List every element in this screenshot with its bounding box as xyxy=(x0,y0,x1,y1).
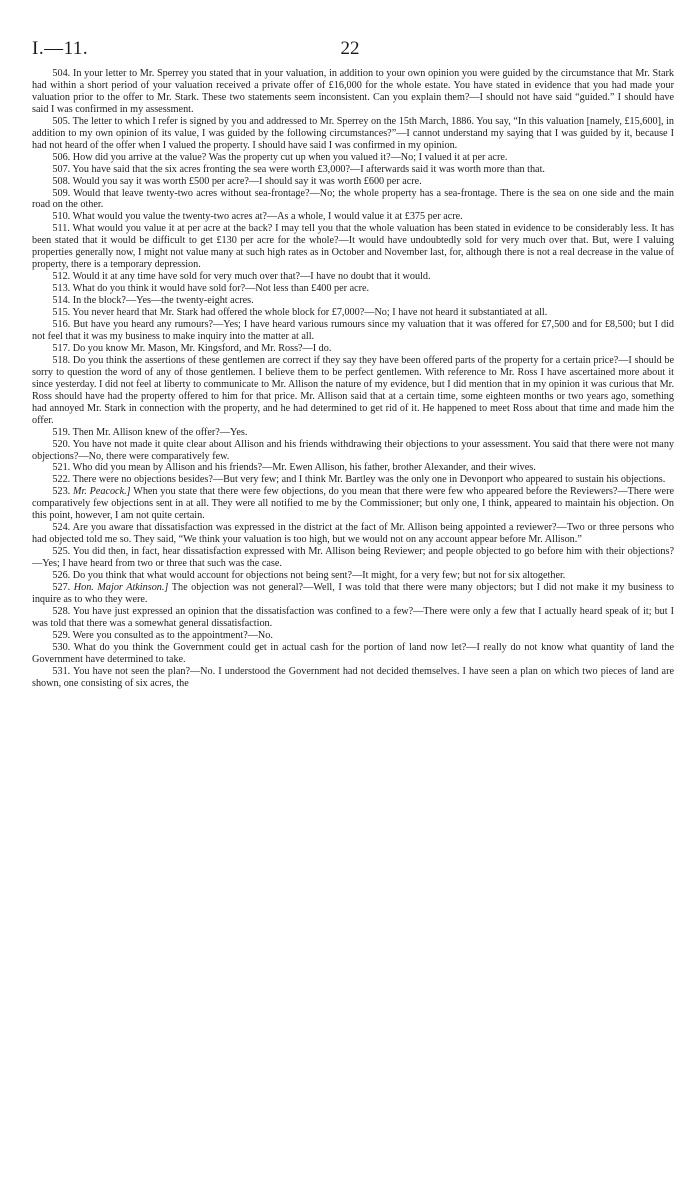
question-text: The objection was not general?—Well, I was told that there were many objectors; but I did not make it my business to inquire as to who they were. xyxy=(32,581,675,605)
question-number: 518. xyxy=(52,354,71,366)
question-text: You have not made it quite clear about Allison and his friends withdrawing their objections to your assessment. You said that there were not many objections?—No, there were comparatively few. xyxy=(32,438,675,462)
question-number: 516. xyxy=(52,319,71,331)
question-paragraph xyxy=(32,116,674,152)
question-text: You have just expressed an opinion that the dissatisfaction was confined to a few?—There were only a few that I actually heard speak of it; but I was told that there was a somewhat general dissatisfaction. xyxy=(32,605,675,629)
question-number: 505. xyxy=(52,115,71,127)
question-paragraph xyxy=(32,427,674,439)
question-number: 517. xyxy=(52,342,71,354)
page-header xyxy=(32,38,668,64)
question-paragraph xyxy=(32,68,674,116)
question-text: Were you consulted as to the appointment?—No. xyxy=(72,629,273,641)
question-paragraph xyxy=(32,522,674,546)
question-paragraph xyxy=(32,486,674,522)
question-paragraph xyxy=(32,343,674,355)
page-number: 22 xyxy=(340,38,360,59)
question-text: Do you think that what would account for objections not being sent?—It might, for a very few; but not for six altogether. xyxy=(72,570,566,582)
question-text: Then Mr. Allison knew of the offer?—Yes. xyxy=(72,426,248,438)
question-number: 524. xyxy=(52,522,71,534)
question-paragraph xyxy=(32,570,674,582)
question-paragraph xyxy=(32,642,674,666)
question-number: 530. xyxy=(52,641,71,653)
question-number: 521. xyxy=(52,462,71,474)
question-text: Would that leave twenty-two acres without sea-frontage?—No; the whole property has a sea-frontage. There is the sea on one side and the main road on the other. xyxy=(32,187,675,211)
question-number: 531. xyxy=(52,665,71,677)
question-paragraph xyxy=(32,152,674,164)
question-number: 522. xyxy=(52,474,71,486)
question-text: What would you value the twenty-two acres at?—As a whole, I would value it at £375 per acre. xyxy=(72,211,463,223)
question-number: 526. xyxy=(52,570,71,582)
question-text: Do you think the assertions of these gentlemen are correct if they say they have been offered parts of the property for a certain price?—I should be sorry to question the word of any of those gentlemen. I believe them to be perfect gentlemen. With reference to Mr. Ross I have ascertained more about it since yesterday. I did not feel at liberty to communicate to Mr. Allison the nature of my evidence, but I did mention that in my opinion it was curious that Mr. Ross should have had the property offered to him for that price. Mr. Allison said that at a certain time, some eighteen months or two years ago, something had annoyed Mr. Stark in connection with the property, and he had determined to get rid of it. He happened to meet Ross about that time and made him the offer. xyxy=(32,354,674,426)
question-paragraph xyxy=(32,666,674,690)
question-paragraph xyxy=(32,439,674,463)
question-text: Would you say it was worth £500 per acre?—I should say it was worth £600 per acre. xyxy=(72,175,422,187)
question-paragraph xyxy=(32,319,674,343)
question-number: 506. xyxy=(52,151,71,163)
question-number: 520. xyxy=(52,438,71,450)
question-number: 515. xyxy=(52,307,71,319)
question-text: How did you arrive at the value? Was the property cut up when you valued it?—No; I valued it at per acre. xyxy=(72,151,508,163)
question-text: There were no objections besides?—But very few; and I think Mr. Bartley was the only one in Devonport who appeared to sustain his objections. xyxy=(72,474,666,486)
question-number: 523. xyxy=(52,486,71,498)
question-paragraph xyxy=(32,546,674,570)
speaker-label: Hon. Major Atkinson.] xyxy=(73,581,169,593)
question-number: 528. xyxy=(52,605,71,617)
question-number: 509. xyxy=(52,187,71,199)
question-text: What do you think the Government could get in actual cash for the portion of land now let?—I really do not know what quantity of land the Government have determined to take. xyxy=(32,641,674,665)
question-paragraph xyxy=(32,474,674,486)
question-paragraph xyxy=(32,176,674,188)
question-number: 512. xyxy=(52,271,71,283)
question-text: You did then, in fact, hear dissatisfaction expressed with Mr. Allison being Reviewer; and people objected to go before him with their objections?—Yes; I have heard from two or three that such was the case. xyxy=(32,546,674,570)
question-text: Who did you mean by Allison and his friends?—Mr. Ewen Allison, his father, brother Alexander, and their wives. xyxy=(72,462,536,474)
question-text: What would you value it at per acre at the back? I may tell you that the whole valuation has been stated in evidence to be considerably less. It has been stated that it would be difficult to get £130 per acre for the whole?—It would have undoubtedly sold for very much over that. But, were I valuing properties generally now, I might not value many at such high rates as in October and November last, for, although there is not a real decrease in the value of property, there is a temporary depression. xyxy=(32,223,674,271)
question-paragraph xyxy=(32,271,674,283)
question-paragraph xyxy=(32,295,674,307)
question-paragraph xyxy=(32,223,674,271)
question-text: When you state that there were few objections, do you mean that there were few who appeared before the Reviewers?—There were comparatively few objections sent in at all. They were all notified to me by the Commissioner; but only one, I think, appeared to maintain his objection. On this point, however, I am not quite certain. xyxy=(32,486,674,522)
question-text: Would it at any time have sold for very much over that?—I have no doubt that it would. xyxy=(72,271,431,283)
question-number: 508. xyxy=(52,175,71,187)
question-number: 525. xyxy=(52,546,71,558)
question-number: 519. xyxy=(52,426,71,438)
question-text: You have not seen the plan?—No. I understood the Government had not decided themselves. I have seen a plan on which two pieces of land are shown, one consisting of six acres, the xyxy=(32,665,674,689)
question-number: 527. xyxy=(52,581,71,593)
question-number: 504. xyxy=(52,68,71,79)
question-paragraph xyxy=(32,283,674,295)
question-number: 513. xyxy=(52,283,71,295)
question-text: Are you aware that dissatisfaction was expressed in the district at the fact of Mr. Allison being appointed a reviewer?—Two or three persons who had objected told me so. They said, “We think your valuation is too high, but we would not on any account appear before Mr. Allison.” xyxy=(32,522,674,546)
question-text: The letter to which I refer is signed by you and addressed to Mr. Sperrey on the 15th March, 1886. You say, “In this valuation [namely, £15,600], in addition to my own opinion of its value, I was guided by the following circumstances?”—I cannot understand my saying that I was guided by it, because I had not heard of the offer when I valued the property. I should have said I was confirmed in my opinion. xyxy=(32,115,674,151)
question-text: What do you think it would have sold for?—Not less than £400 per acre. xyxy=(72,283,370,295)
question-text: Do you know Mr. Mason, Mr. Kingsford, and Mr. Ross?—I do. xyxy=(72,342,332,354)
question-paragraph xyxy=(32,355,674,427)
question-paragraph xyxy=(32,582,674,606)
question-paragraph xyxy=(32,462,674,474)
question-number: 507. xyxy=(52,163,71,175)
question-paragraph xyxy=(32,211,674,223)
question-paragraph xyxy=(32,606,674,630)
question-number: 529. xyxy=(52,629,71,641)
evidence-text xyxy=(32,68,674,690)
question-text: You never heard that Mr. Stark had offered the whole block for £7,000?—No; I have not heard it substantiated at all. xyxy=(72,307,548,319)
question-number: 511. xyxy=(52,223,70,235)
question-text: In the block?—Yes—the twenty-eight acres. xyxy=(72,295,254,307)
question-paragraph xyxy=(32,188,674,212)
speaker-label: Mr. Peacock.] xyxy=(72,486,131,498)
question-number: 514. xyxy=(52,295,71,307)
question-paragraph xyxy=(32,307,674,319)
document-reference: I.—11. xyxy=(32,38,89,59)
question-text: You have said that the six acres fronting the sea were worth £3,000?—I afterwards said it was worth more than that. xyxy=(72,163,545,175)
question-text: But have you heard any rumours?—Yes; I have heard various rumours since my valuation that it was offered for £7,500 and for £8,500; but I did not feel that it was my business to make inquiry into the matter at all. xyxy=(32,319,674,342)
question-paragraph xyxy=(32,630,674,642)
question-paragraph xyxy=(32,164,674,176)
question-number: 510. xyxy=(52,211,71,223)
question-text: In your letter to Mr. Sperrey you stated that in your valuation, in addition to your own opinion you were guided by the circumstance that Mr. Stark had within a short period of your valuation received a private offer of £16,000 for the whole estate. You have stated in evidence that you had made your valuation prior to the offer to Mr. Stark. These two statements seem inconsistent. Can you explain them?—I should not have said “guided.” I should have said I was confirmed in my assessment. xyxy=(32,68,674,115)
